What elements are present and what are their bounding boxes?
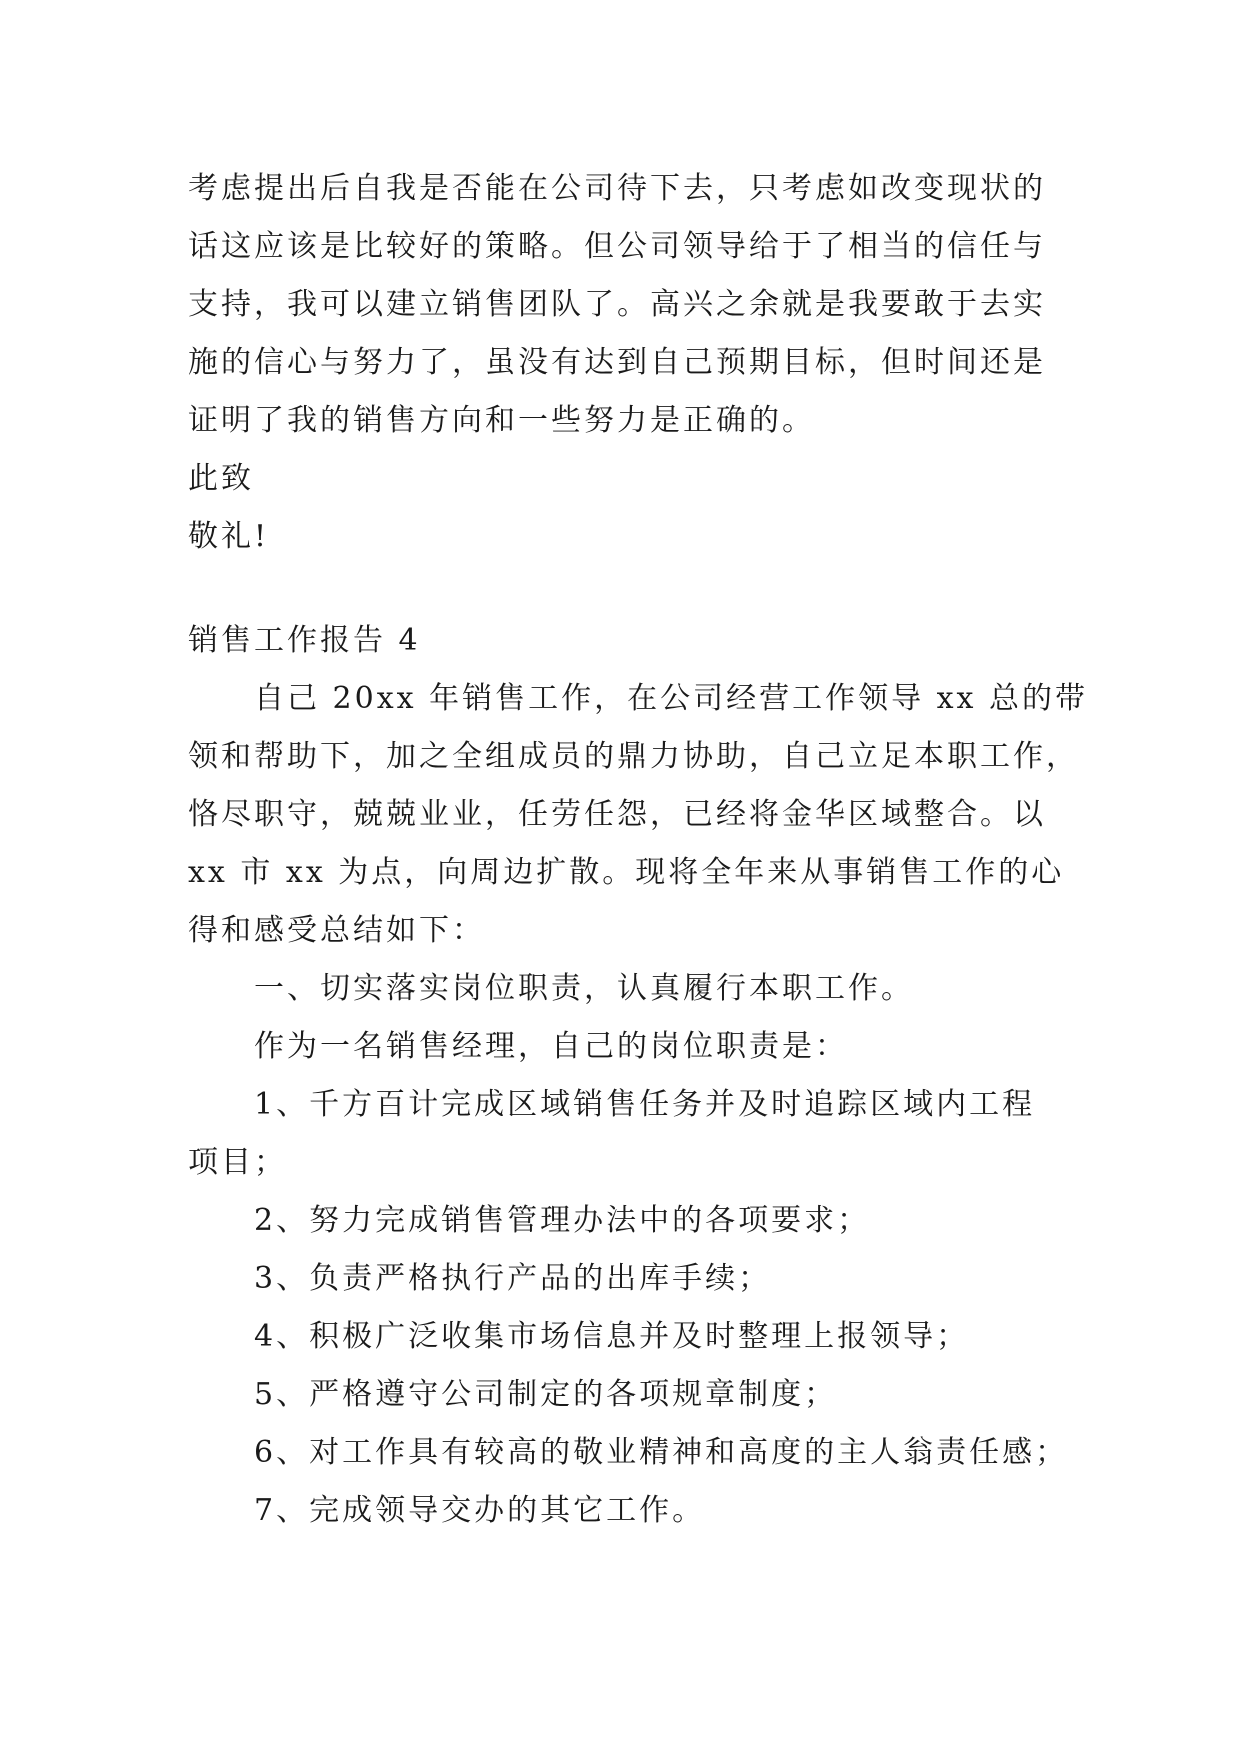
duty-item: 6、对工作具有较高的敬业精神和高度的主人翁责任感；: [254, 1435, 1069, 1470]
paragraph-continued: [188, 160, 1058, 450]
paragraph-intro: [188, 670, 1088, 960]
section-heading: 一、切实落实岗位职责，认真履行本职工作。: [254, 971, 914, 1006]
duty-item: 4、积极广泛收集市场信息并及时整理上报领导；: [254, 1319, 970, 1354]
text-line: 施的信心与努力了，虽没有达到自己预期目标，但时间还是: [188, 345, 1046, 380]
text-line: 得和感受总结如下：: [188, 913, 485, 948]
text-line: 考虑提出后自我是否能在公司待下去，只考虑如改变现状的: [188, 171, 1046, 206]
duty-item-1: [188, 1076, 1058, 1192]
section-title: 销售工作报告 4: [188, 623, 421, 658]
text-line: 话这应该是比较好的策略。但公司领导给于了相当的信任与: [188, 229, 1046, 264]
section-gap: [188, 566, 1058, 612]
text-line: xx 市 xx 为点，向周边扩散。现将全年来从事销售工作的心: [188, 855, 1065, 890]
text-line: 1、千方百计完成区域销售任务并及时追踪区域内工程: [254, 1087, 1036, 1122]
text-line: 项目；: [188, 1145, 287, 1180]
text-line: 恪尽职守，兢兢业业，任劳任怨，已经将金华区域整合。以: [188, 797, 1046, 832]
text-line: 证明了我的销售方向和一些努力是正确的。: [188, 403, 815, 438]
text-line: 支持，我可以建立销售团队了。高兴之余就是我要敢于去实: [188, 287, 1046, 322]
duty-item: 5、严格遵守公司制定的各项规章制度；: [254, 1377, 838, 1412]
duty-item: 2、努力完成销售管理办法中的各项要求；: [254, 1203, 871, 1238]
duty-item: 3、负责严格执行产品的出库手续；: [254, 1261, 772, 1296]
text-line: 领和帮助下，加之全组成员的鼎力协助，自己立足本职工作，: [188, 739, 1079, 774]
closing-regards: 敬礼!: [188, 519, 270, 554]
duty-item: 7、完成领导交办的其它工作。: [254, 1493, 706, 1528]
duties-intro: 作为一名销售经理，自己的岗位职责是：: [254, 1029, 848, 1064]
text-line: 自己 20xx 年销售工作，在公司经营工作领导 xx 总的带: [254, 681, 1088, 716]
document-body: [188, 160, 1088, 1540]
closing-salutation: 此致: [188, 461, 254, 496]
